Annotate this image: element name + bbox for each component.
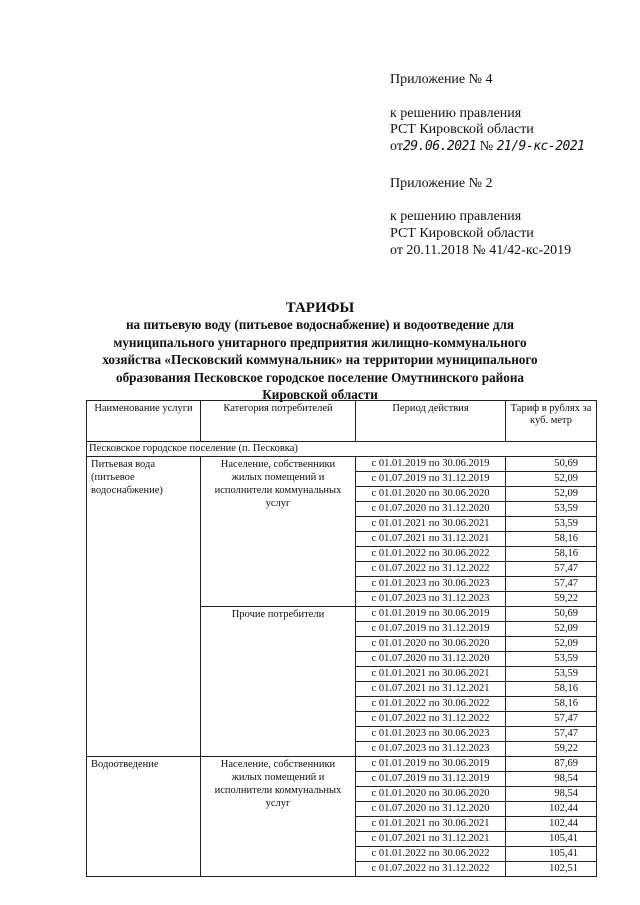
period-cell: с 01.01.2020 по 30.06.2020	[356, 487, 506, 502]
subtitle-line: образования Песковское городское поселение Омутнинского района	[115, 369, 525, 385]
subtitle-line: на питьевую воду (питьевое водоснабжение) и водоотведение для	[125, 317, 515, 332]
table-row	[87, 757, 597, 772]
period-cell: с 01.01.2019 по 30.06.2019	[356, 457, 506, 472]
tariff-cell: 52,09	[506, 622, 597, 637]
tariff-cell: 58,16	[506, 547, 597, 562]
service-name: Водоотведение	[87, 757, 201, 877]
tariff-cell: 98,54	[506, 787, 597, 802]
tariff-cell: 50,69	[506, 457, 597, 472]
tariff-table	[86, 400, 597, 877]
tariff-cell: 57,47	[506, 712, 597, 727]
period-cell: с 01.01.2020 по 30.06.2020	[356, 637, 506, 652]
tariff-cell: 53,59	[506, 517, 597, 532]
period-cell: с 01.01.2023 по 30.06.2023	[356, 577, 506, 592]
period-cell: с 01.07.2020 по 31.12.2020	[356, 502, 506, 517]
period-cell: с 01.07.2019 по 31.12.2019	[356, 472, 506, 487]
period-cell: с 01.07.2020 по 31.12.2020	[356, 802, 506, 817]
handwritten-number: 21/9-кс-2021	[496, 139, 585, 154]
tariff-cell: 59,22	[506, 592, 597, 607]
tariff-cell: 105,41	[506, 847, 597, 862]
table-row	[87, 457, 597, 472]
consumer-category: Население, собственники жилых помещений и исполнители коммунальных услуг	[201, 757, 356, 877]
period-cell: с 01.01.2022 по 30.06.2022	[356, 697, 506, 712]
service-name: Питьевая вода (питьевое водоснабжение)	[87, 457, 201, 757]
period-cell: с 01.01.2019 по 30.06.2019	[356, 607, 506, 622]
tariff-cell: 102,44	[506, 802, 597, 817]
period-cell: с 01.01.2023 по 30.06.2023	[356, 727, 506, 742]
tariff-cell: 57,47	[506, 562, 597, 577]
document-title: ТАРИФЫ	[285, 300, 355, 316]
tariff-cell: 105,41	[506, 832, 597, 847]
period-cell: с 01.01.2022 по 30.06.2022	[356, 547, 506, 562]
consumer-category: Прочие потребители	[201, 607, 356, 757]
table-header-row	[87, 401, 597, 442]
tariff-cell: 58,16	[506, 682, 597, 697]
header-tariff: Тариф в рублях за куб. метр	[506, 401, 597, 442]
appendix4-line1: к решению правления	[390, 106, 522, 121]
appendix4-line2: РСТ Кировской области	[390, 122, 534, 137]
period-cell: с 01.07.2022 по 31.12.2022	[356, 712, 506, 727]
tariff-cell: 53,59	[506, 502, 597, 517]
header-service: Наименование услуги	[87, 401, 201, 442]
appendix2-line1: к решению правления	[390, 209, 522, 224]
subtitle-line: хозяйства «Песковский коммунальник» на территории муниципального	[102, 352, 538, 367]
period-cell: с 01.07.2020 по 31.12.2020	[356, 652, 506, 667]
period-cell: с 01.07.2019 по 31.12.2019	[356, 772, 506, 787]
period-cell: с 01.07.2021 по 31.12.2021	[356, 682, 506, 697]
section-row	[87, 442, 597, 457]
tariff-cell: 58,16	[506, 697, 597, 712]
period-cell: с 01.01.2021 по 30.06.2021	[356, 517, 506, 532]
period-cell: с 01.01.2019 по 30.06.2019	[356, 757, 506, 772]
appendix4-title: Приложение № 4	[390, 72, 493, 87]
period-cell: с 01.07.2023 по 31.12.2023	[356, 592, 506, 607]
tariff-cell: 52,09	[506, 487, 597, 502]
period-cell: с 01.07.2021 по 31.12.2021	[356, 832, 506, 847]
period-cell: с 01.07.2021 по 31.12.2021	[356, 532, 506, 547]
subtitle-line: муниципального унитарного предприятия жилищно-коммунального	[113, 334, 527, 350]
period-cell: с 01.01.2022 по 30.06.2022	[356, 847, 506, 862]
appendix2-line2: РСТ Кировской области	[390, 226, 534, 241]
tariff-cell: 52,09	[506, 637, 597, 652]
appendix4-prefix: от	[390, 139, 403, 154]
tariff-cell: 98,54	[506, 772, 597, 787]
period-cell: с 01.01.2021 по 30.06.2021	[356, 667, 506, 682]
tariff-cell: 102,44	[506, 817, 597, 832]
consumer-category: Население, собственники жилых помещений и исполнители коммунальных услуг	[201, 457, 356, 607]
tariff-cell: 102,51	[506, 862, 597, 877]
period-cell: с 01.07.2022 по 31.12.2022	[356, 562, 506, 577]
section-label: Песковское городское поселение (п. Песковка)	[87, 442, 597, 457]
period-cell: с 01.01.2021 по 30.06.2021	[356, 817, 506, 832]
tariff-cell: 58,16	[506, 532, 597, 547]
tariff-cell: 59,22	[506, 742, 597, 757]
tariff-cell: 87,69	[506, 757, 597, 772]
header-period: Период действия	[356, 401, 506, 442]
appendix2-title: Приложение № 2	[390, 176, 493, 191]
document-subtitle	[0, 316, 640, 404]
tariff-cell: 53,59	[506, 652, 597, 667]
period-cell: с 01.07.2019 по 31.12.2019	[356, 622, 506, 637]
tariff-cell: 57,47	[506, 727, 597, 742]
tariff-cell: 57,47	[506, 577, 597, 592]
header-category: Категория потребителей	[201, 401, 356, 442]
period-cell: с 01.07.2023 по 31.12.2023	[356, 742, 506, 757]
appendix4-number-sign: №	[479, 139, 494, 154]
tariff-cell: 53,59	[506, 667, 597, 682]
period-cell: с 01.07.2022 по 31.12.2022	[356, 862, 506, 877]
tariff-cell: 52,09	[506, 472, 597, 487]
period-cell: с 01.01.2020 по 30.06.2020	[356, 787, 506, 802]
tariff-cell: 50,69	[506, 607, 597, 622]
handwritten-date: 29.06.2021	[402, 139, 477, 154]
subtitle-line: Кировской области	[262, 387, 378, 402]
appendix4-date-line	[390, 139, 585, 155]
appendix2-line3: от 20.11.2018 № 41/42-кс-2019	[390, 243, 572, 258]
